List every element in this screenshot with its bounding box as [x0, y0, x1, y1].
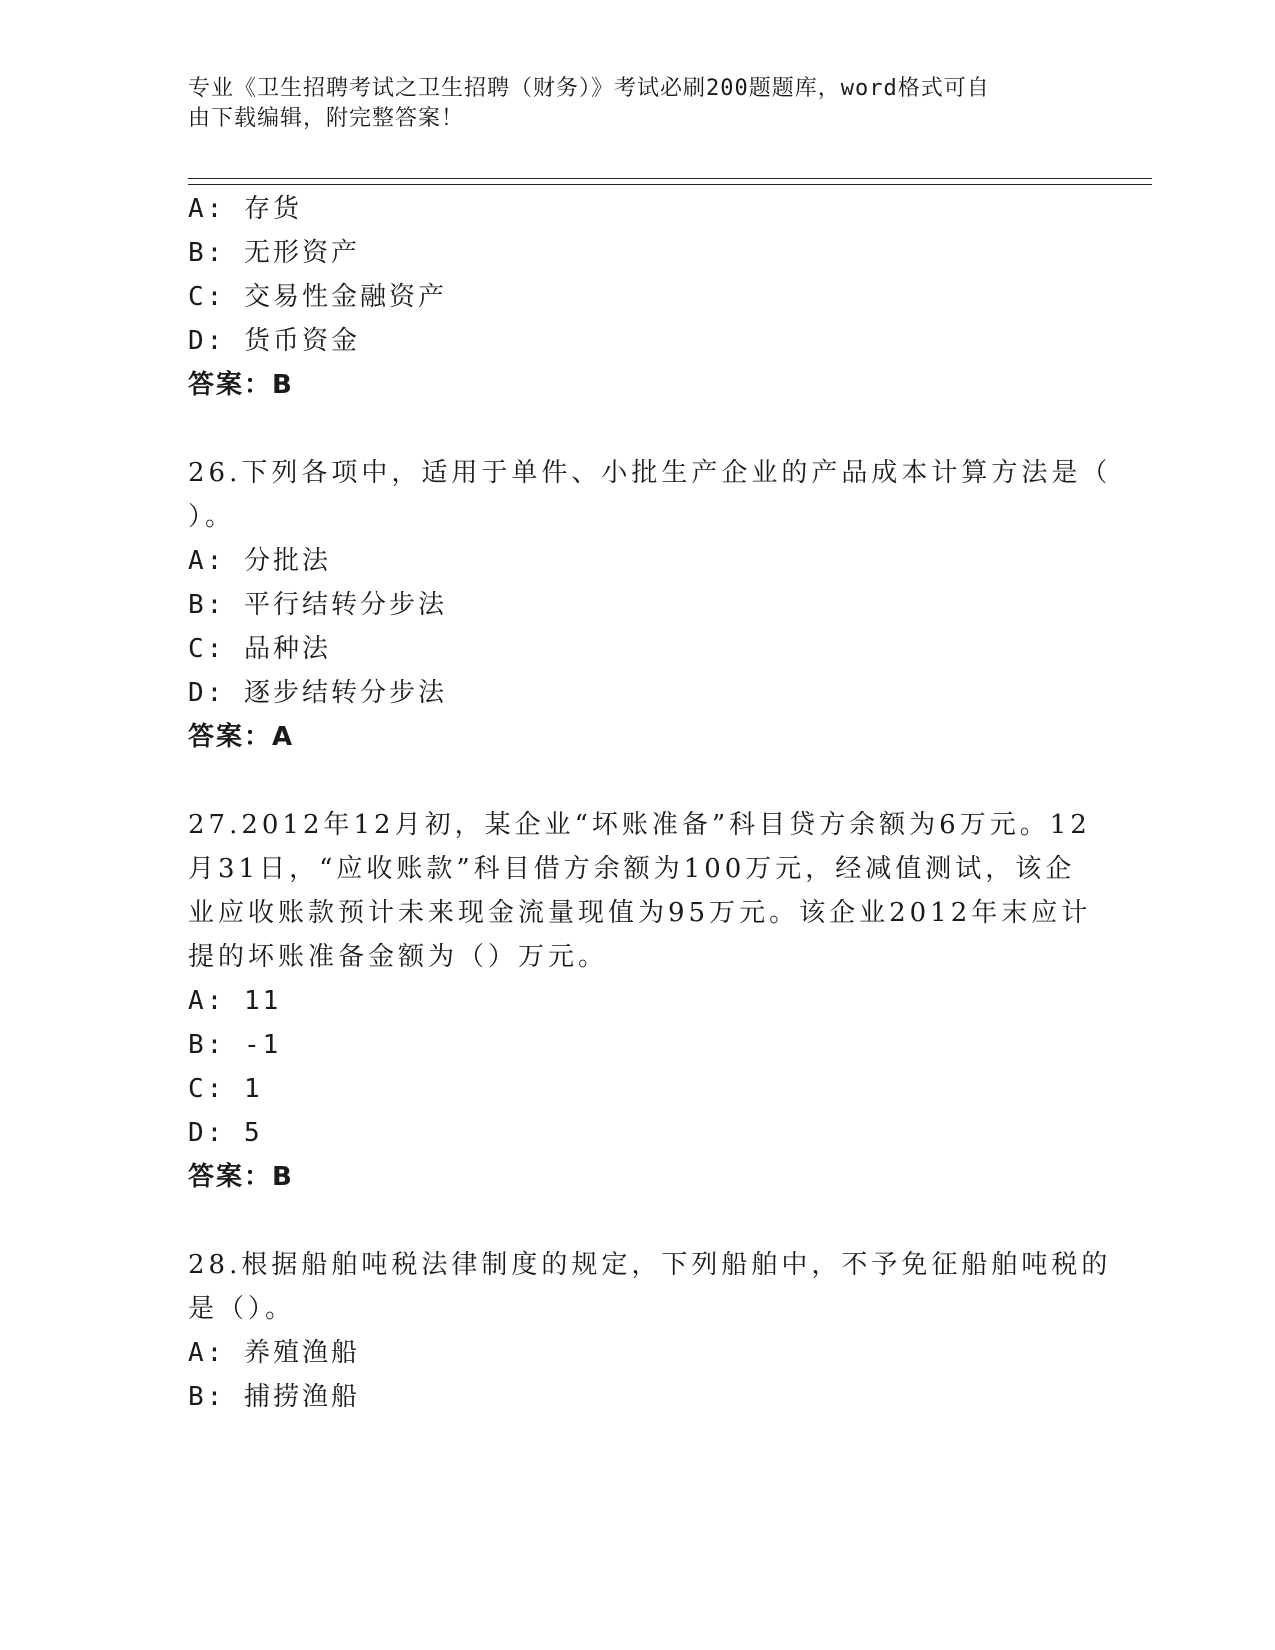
q25-option-b: B: 无形资产 [188, 238, 360, 268]
header-line-1: 专业《卫生招聘考试之卫生招聘（财务）》考试必刷200题题库，word格式可自 [188, 76, 990, 101]
q28-stem-line-1: 28.根据船舶吨税法律制度的规定，下列船舶中，不予免征船舶吨税的 [188, 1250, 1112, 1280]
q28-stem-line-2: 是（）。 [188, 1294, 296, 1324]
q27-option-d: D: 5 [188, 1118, 263, 1148]
q26-option-c: C: 品种法 [188, 634, 331, 664]
q26-option-d: D: 逐步结转分步法 [188, 678, 447, 708]
q27-answer: 答案：B [188, 1162, 294, 1192]
q27-option-b: B: -1 [188, 1030, 282, 1060]
document-header [188, 74, 1088, 134]
q26-answer: 答案：A [188, 722, 295, 752]
q26-stem-line-1: 26.下列各项中，适用于单件、小批生产企业的产品成本计算方法是（ [188, 458, 1112, 488]
q27-stem-line-2: 月31日，“应收账款”科目借方余额为100万元，经减值测试，该企 [188, 854, 1076, 884]
q28-option-a: A: 养殖渔船 [188, 1338, 360, 1368]
q27-option-c: C: 1 [188, 1074, 263, 1104]
q25-option-c: C: 交易性金融资产 [188, 282, 447, 312]
q25-answer: 答案：B [188, 370, 294, 400]
q27-stem-line-3: 业应收账款预计未来现金流量现值为95万元。该企业2012年末应计 [188, 898, 1092, 928]
header-rule-bottom [188, 184, 1152, 185]
q26-option-b: B: 平行结转分步法 [188, 590, 447, 620]
q28-option-b: B: 捕捞渔船 [188, 1382, 360, 1412]
q27-option-a: A: 11 [188, 986, 282, 1016]
q27-stem-line-1: 27.2012年12月初，某企业“坏账准备”科目贷方余额为6万元。12 [188, 810, 1091, 840]
q26-stem-line-2: ）。 [188, 502, 236, 532]
q25-option-a: A: 存货 [188, 194, 302, 224]
header-line-2: 由下载编辑，附完整答案！ [188, 106, 465, 131]
header-rule-top [188, 178, 1152, 179]
q27-stem-line-4: 提的坏账准备金额为（）万元。 [188, 942, 609, 972]
q25-option-d: D: 货币资金 [188, 326, 360, 356]
q26-option-a: A: 分批法 [188, 546, 331, 576]
